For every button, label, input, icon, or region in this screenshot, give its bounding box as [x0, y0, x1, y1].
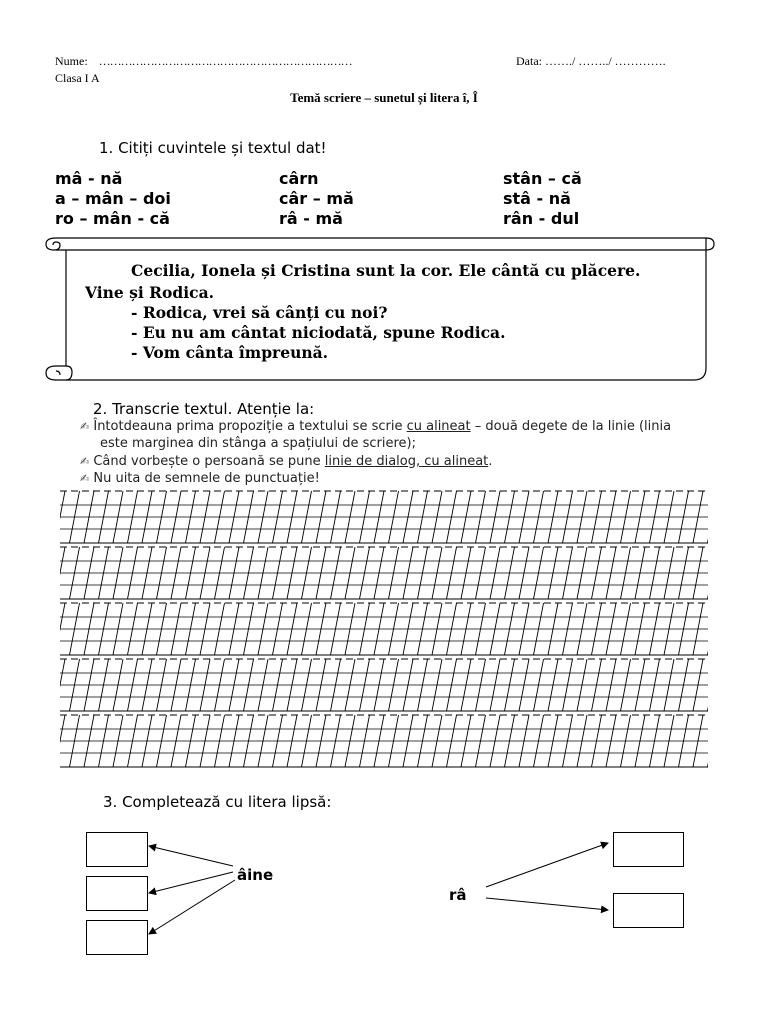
- pen-icon: ✍: [80, 420, 90, 433]
- name-field[interactable]: [55, 54, 352, 69]
- story-line-3: - Rodica, vrei să cânți cu noi?: [131, 303, 388, 322]
- word-c3-1: stân – că: [503, 169, 582, 188]
- instruction-2-end: .: [488, 454, 493, 469]
- class-label: Clasa I A: [55, 71, 100, 85]
- instruction-2-text: Când vorbește o persoană se pune: [93, 454, 325, 469]
- page-title: Temă scriere – sunetul și litera î, Î: [290, 90, 478, 105]
- pen-icon: ✍: [80, 472, 90, 485]
- word-c2-2: câr – mă: [279, 189, 354, 208]
- exercise-1-heading: 1. Citiți cuvintele și textul dat!: [99, 139, 327, 157]
- handwriting-lines: [60, 487, 708, 773]
- instruction-1-text: Întotdeauna prima propoziție a textului se scrie: [93, 419, 407, 434]
- story-line-5: - Vom cânta împreună.: [131, 343, 329, 362]
- arrow-right-1: [486, 843, 608, 887]
- arrow-left-2: [149, 872, 233, 893]
- instruction-1-continued: este marginea din stânga a spațiului de scriere);: [100, 436, 417, 451]
- word-left: âine: [237, 866, 274, 884]
- connector-arrows: [0, 820, 768, 970]
- word-right: râ: [449, 886, 467, 904]
- word-c2-3: râ - mă: [279, 209, 343, 228]
- exercise-2-heading: 2. Transcrie textul. Atenție la:: [93, 400, 315, 418]
- word-c1-2: a – mân – doi: [55, 189, 171, 208]
- arrow-left-3: [149, 880, 235, 934]
- word-c3-3: rân - dul: [503, 209, 580, 228]
- writing-area[interactable]: [60, 487, 708, 773]
- instruction-1-text-end: – două degete de la linie (linia: [470, 419, 672, 434]
- pen-icon: ✍: [80, 455, 90, 468]
- word-c1-1: mâ - nă: [55, 169, 123, 188]
- story-line-4: - Eu nu am cântat niciodată, spune Rodica.: [131, 323, 506, 342]
- instruction-3-text: Nu uita de semnele de punctuație!: [93, 471, 320, 486]
- name-dots: ……………………………………………………………: [98, 54, 352, 68]
- exercise-3-heading: 3. Completează cu litera lipsă:: [103, 793, 332, 811]
- date-field[interactable]: Data: ……./ ……../ ………….: [516, 54, 666, 68]
- story-line-2: Vine și Rodica.: [85, 283, 215, 302]
- instruction-3: [80, 471, 320, 486]
- word-c3-2: stâ - nă: [503, 189, 571, 208]
- word-c1-3: ro – mân - că: [55, 209, 170, 228]
- story-line-1: Cecilia, Ionela și Cristina sunt la cor. Ele cântă cu plăcere.: [131, 261, 641, 280]
- arrow-left-1: [149, 846, 233, 866]
- instruction-1-underlined: cu alineat: [406, 419, 471, 434]
- instruction-2-underlined: linie de dialog, cu alineat: [324, 454, 489, 469]
- arrow-right-2: [486, 898, 608, 910]
- reading-scroll: [42, 234, 716, 386]
- instruction-1: [80, 419, 671, 434]
- name-label: Nume:: [55, 54, 88, 68]
- word-c2-1: cârn: [279, 169, 319, 188]
- instruction-2: [80, 454, 492, 469]
